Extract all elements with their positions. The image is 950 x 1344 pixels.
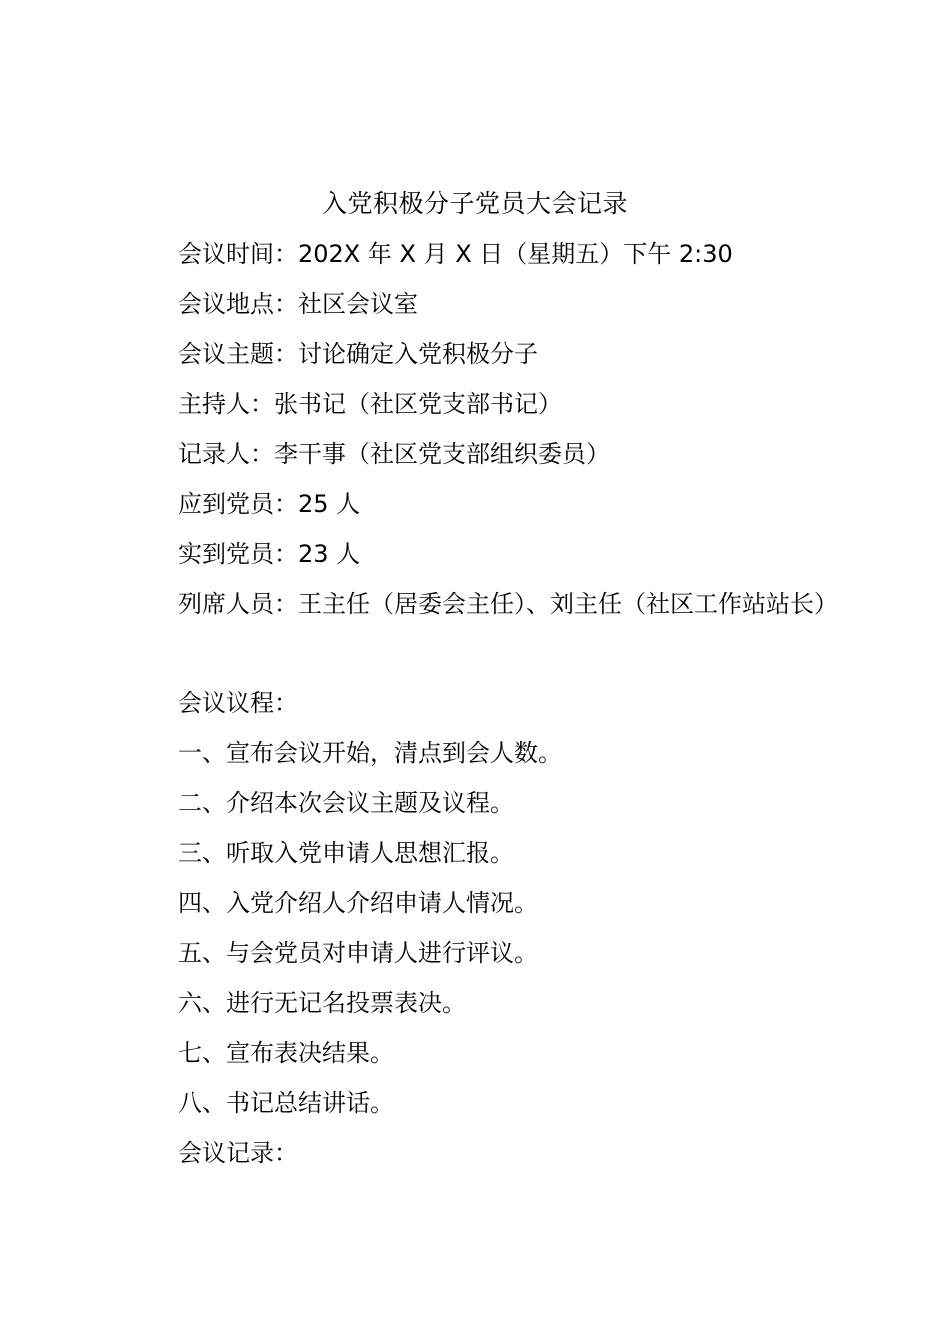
- attendees-paragraph: 列席人员：王主任（居委会主任）、刘主任（社区工作站站长）: [178, 590, 838, 618]
- actual-members: 实到党员：23 人: [178, 540, 361, 568]
- expected-members: 应到党员：25 人: [178, 490, 361, 518]
- minutes-heading: 会议记录：: [178, 1139, 298, 1167]
- agenda-item: 八、书记总结讲话。: [178, 1089, 394, 1117]
- agenda-item: 一、宣布会议开始，清点到会人数。: [178, 739, 562, 767]
- agenda-item: 四、入党介绍人介绍申请人情况。: [178, 889, 538, 917]
- meeting-recorder: 记录人：李干事（社区党支部组织委员）: [178, 440, 610, 468]
- agenda-item: 三、听取入党申请人思想汇报。: [178, 839, 514, 867]
- document-title: 入党积极分子党员大会记录: [321, 189, 628, 218]
- agenda-item: 七、宣布表决结果。: [178, 1039, 394, 1067]
- meeting-place: 会议地点：社区会议室: [178, 290, 418, 318]
- agenda-heading: 会议议程：: [178, 689, 298, 717]
- agenda-item: 六、进行无记名投票表决。: [178, 989, 466, 1017]
- meeting-topic: 会议主题：讨论确定入党积极分子: [178, 340, 538, 368]
- meeting-host: 主持人：张书记（社区党支部书记）: [178, 390, 562, 418]
- meeting-time: 会议时间：202X 年 X 月 X 日（星期五）下午 2:30: [178, 240, 733, 268]
- agenda-item: 二、介绍本次会议主题及议程。: [178, 789, 514, 817]
- agenda-item: 五、与会党员对申请人进行评议。: [178, 939, 538, 967]
